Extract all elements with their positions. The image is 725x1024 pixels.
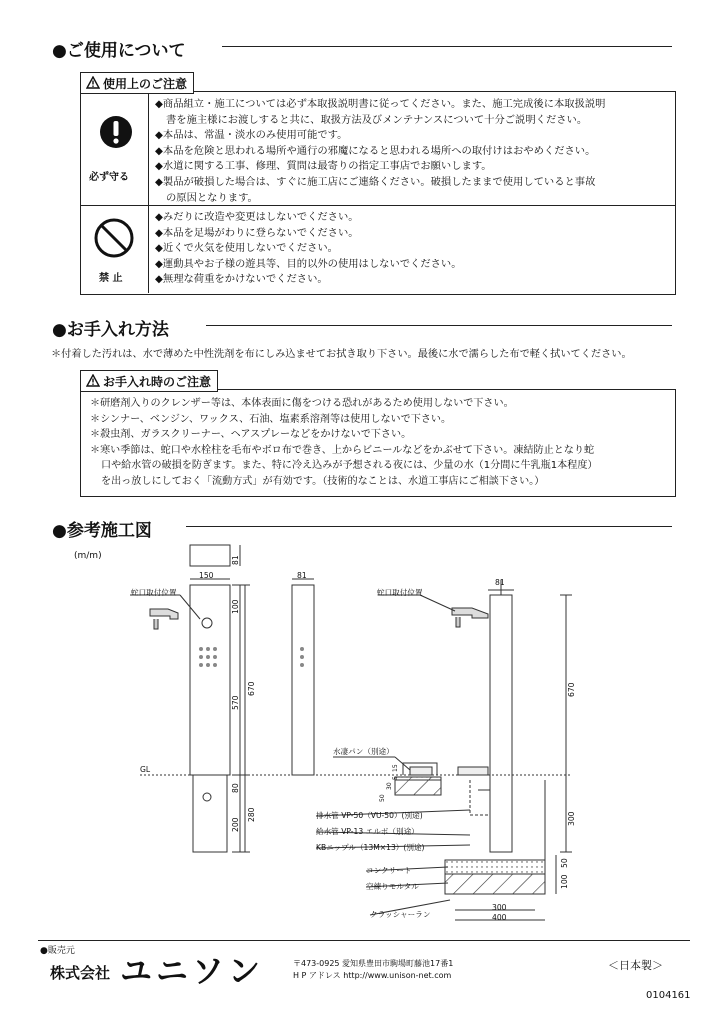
care-list <box>90 396 598 490</box>
pan-label: 水凄パン（別途） <box>333 747 394 756</box>
dimension: 81 <box>297 571 307 580</box>
must-list <box>155 97 605 206</box>
column-divider <box>148 91 149 293</box>
supply-pipe-label: 給水管 VP-13 エルボ（別途） <box>316 827 419 836</box>
care-caution-tag: お手入れ時のご注意 <box>80 370 218 392</box>
dimension: 81 <box>231 555 240 565</box>
section-rule <box>222 46 672 47</box>
dimension: 81 <box>495 578 505 587</box>
list-item: ◆本品は、常温・淡水のみ使用可能です。 <box>155 129 348 142</box>
company-address: 〒473-0925 愛知県豊田市駒場町藤池17番1 <box>293 959 454 968</box>
company-logo: ユニソン <box>120 952 265 990</box>
section-title-diagram: ●参考施工図 <box>52 521 152 541</box>
installation-drawing <box>0 535 725 925</box>
dimension: 150 <box>199 571 214 580</box>
dot-grid <box>199 647 304 667</box>
mortar-label: 空練りモルタル <box>366 882 419 891</box>
dimension: 50 <box>379 794 386 802</box>
concrete-label: コンクリート <box>366 866 412 875</box>
list-item: ◆みだりに改造や変更はしないでください。 <box>155 211 359 223</box>
prohibit-label: 禁 止 <box>99 273 123 284</box>
section-title-usage: ●ご使用について <box>52 41 186 61</box>
dimension: 670 <box>567 682 576 697</box>
list-item: ◆本品を危険と思われる場所や通行の邪魔になると思われる場所への取付けはおやめください。 <box>155 144 596 157</box>
list-item: ◆商品組立・施工については必ず本取扱説明書に従ってください。また、施工完成後に本取扱説明 書を施主様にお渡しすると共に、取扱方法及びメンテナンスについて十分ご説明ください。 <box>155 98 606 126</box>
drain-pipe-label: 排水管 VP-50（VU-50）(別途) <box>316 811 423 820</box>
warning-icon <box>86 76 100 89</box>
list-item: ＊シンナー、ベンジン、ワックス、石油、塩素系溶剤等は使用しないで下さい。 <box>90 413 452 425</box>
prohibit-list <box>155 210 462 288</box>
gl-label: GL <box>140 765 151 774</box>
exclamation-icon <box>99 115 133 149</box>
made-in-label: ＜日本製＞ <box>608 959 663 972</box>
dimension: 400 <box>492 913 507 922</box>
company-prefix: 株式会社 <box>50 964 111 982</box>
dimension: 670 <box>247 681 256 696</box>
company-website: H P アドレス http://www.unison-net.com <box>293 971 452 980</box>
care-note: ＊付着した汚れは、水で薄めた中性洗剤を布にしみ込ませてお拭き取り下さい。最後に水で濡らした布で軽く拭いてください。 <box>51 349 632 360</box>
prohibited-icon <box>93 217 135 259</box>
list-item: ＊研磨剤入りのクレンザー等は、本体表面に傷をつける恐れがあるため使用しないで下さい。 <box>90 398 514 409</box>
dimension: 100 <box>231 599 240 614</box>
list-item: ◆近くで火気を使用しないでください。 <box>155 242 338 255</box>
must-follow-label: 必ず守る <box>89 172 129 183</box>
dimension: 570 <box>231 695 240 710</box>
nipple-label: KBニップル（13M×13）(別途) <box>316 843 425 852</box>
dimension: 280 <box>247 807 256 822</box>
list-item: ＊寒い季節は、蛇口や水栓柱を毛布やボロ布で巻き、上からビニールなどをかぶせて下さい。凍結防止となり蛇 口や給水管の破損を防ぎます。また、特に冷え込みが予想される夜には、少量の水（1分間に牛乳瓶1本程度） を出っ放しにしておく「流動方式」が有効です。（技術的なことは、水道工事店にご相談下さい。） <box>90 444 598 487</box>
dimension: 300 <box>567 811 576 826</box>
crusher-run-label: クラッシャーラン <box>370 910 431 919</box>
dimension: 200 <box>231 817 240 832</box>
dimension: 5 <box>392 776 399 780</box>
dimension: 30 <box>386 782 393 790</box>
section-title-care: ●お手入れ方法 <box>52 320 169 340</box>
list-item: ◆本品を足場がわりに登らないでください。 <box>155 226 359 239</box>
dimension: 50 <box>560 858 569 868</box>
list-item: ◆製品が破損した場合は、すぐに施工店にご連絡ください。破損したままで使用していると事故 の原因となります。 <box>155 175 596 204</box>
document-code: 0104161 <box>646 990 691 1001</box>
dimension: 300 <box>492 903 507 912</box>
faucet-position-label: 蛇口取付位置 <box>377 588 423 597</box>
list-item: ◆水道に関する工事、修理、質問は最寄りの指定工事店でお願いします。 <box>155 160 492 173</box>
faucet-position-label: 蛇口取付位置 <box>131 588 177 597</box>
warning-icon <box>86 374 100 387</box>
dimension: 15 <box>392 764 399 772</box>
dimension: 100 <box>560 874 569 889</box>
footer-rule <box>38 940 690 941</box>
section-rule <box>206 325 672 326</box>
list-item: ◆無理な荷重をかけないでください。 <box>155 273 328 286</box>
list-item: ◆運動具やお子様の遊具等、目的以外の使用はしないでください。 <box>155 257 462 270</box>
unit-label: (m/m) <box>74 551 102 561</box>
seller-label: ●販売元 <box>40 946 75 956</box>
usage-caution-tag: 使用上のご注意 <box>80 72 194 94</box>
dimension: 80 <box>231 783 240 793</box>
section-rule <box>186 526 672 527</box>
list-item: ＊殺虫剤、ガラスクリーナー、ヘアスプレーなどをかけないで下さい。 <box>90 429 412 441</box>
